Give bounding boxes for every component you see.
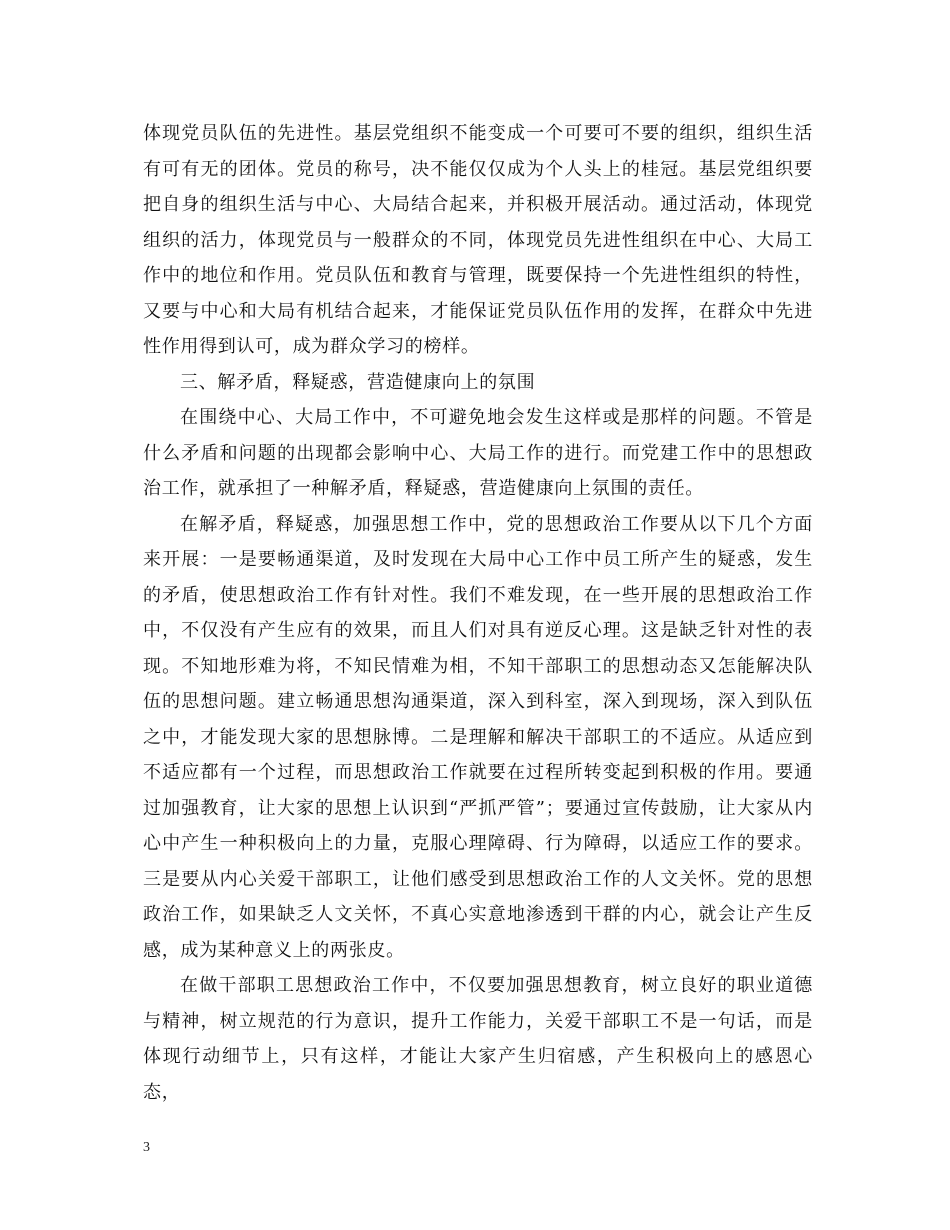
- paragraph: 在做干部职工思想政治工作中，不仅要加强思想教育，树立良好的职业道德与精神，树立规范的行为意识，提升工作能力，关爱干部职工不是一句话，而是体现行动细节上，只有这样，才能让大家产生归宿感，产生积极向上的感恩心态，: [143, 975, 813, 1103]
- section-heading: 三、解矛盾，释疑惑，营造健康向上的氛围: [180, 371, 536, 393]
- paragraph: 在解矛盾，释疑惑，加强思想工作中，党的思想政治工作要从以下几个方面来开展：一是要畅通渠道，及时发现在大局中心工作中员工所产生的疑惑，发生的矛盾，使思想政治工作有针对性。我们不难发现，在一些开展的思想政治工作中，不仅没有产生应有的效果，而且人们对具有逆反心理。这是缺乏针对性的表现。不知地形难为将，不知民情难为相，不知干部职工的思想动态又怎能解决队伍的思想问题。建立畅通思想沟通渠道，深入到科室，深入到现场，深入到队伍之中，才能发现大家的思想脉博。二是理解和解决干部职工的不适应。从适应到不适应都有一个过程，而思想政治工作就要在过程所转变起到积极的作用。要通过加强教育，让大家的思想上认识到“严抓严管”；要通过宣传鼓励，让大家从内心中产生一种积极向上的力量，克服心理障碍、行为障碍，以适应工作的要求。三是要从内心关爱干部职工，让他们感受到思想政治工作的人文关怀。党的思想政治工作，如果缺乏人文关怀，不真心实意地渗透到干群的内心，就会让产生反感，成为某种意义上的两张皮。: [143, 513, 813, 961]
- document-body: [143, 116, 813, 1110]
- page-number: 3: [143, 1140, 150, 1155]
- paragraph: 在围绕中心、大局工作中，不可避免地会发生这样或是那样的问题。不管是什么矛盾和问题的出现都会影响中心、大局工作的进行。而党建工作中的思想政治工作，就承担了一种解矛盾，释疑惑，营造健康向上氛围的责任。: [143, 407, 813, 499]
- paragraph-continuation: 体现党员队伍的先进性。基层党组织不能变成一个可要可不要的组织，组织生活有可有无的团体。党员的称号，决不能仅仅成为个人头上的桂冠。基层党组织要把自身的组织生活与中心、大局结合起来，并积极开展活动。通过活动，体现党组织的活力，体现党员与一般群众的不同，体现党员先进性组织在中心、大局工作中的地位和作用。党员队伍和教育与管理，既要保持一个先进性组织的特性，又要与中心和大局有机结合起来，才能保证党员队伍作用的发挥，在群众中先进性作用得到认可，成为群众学习的榜样。: [143, 123, 813, 357]
